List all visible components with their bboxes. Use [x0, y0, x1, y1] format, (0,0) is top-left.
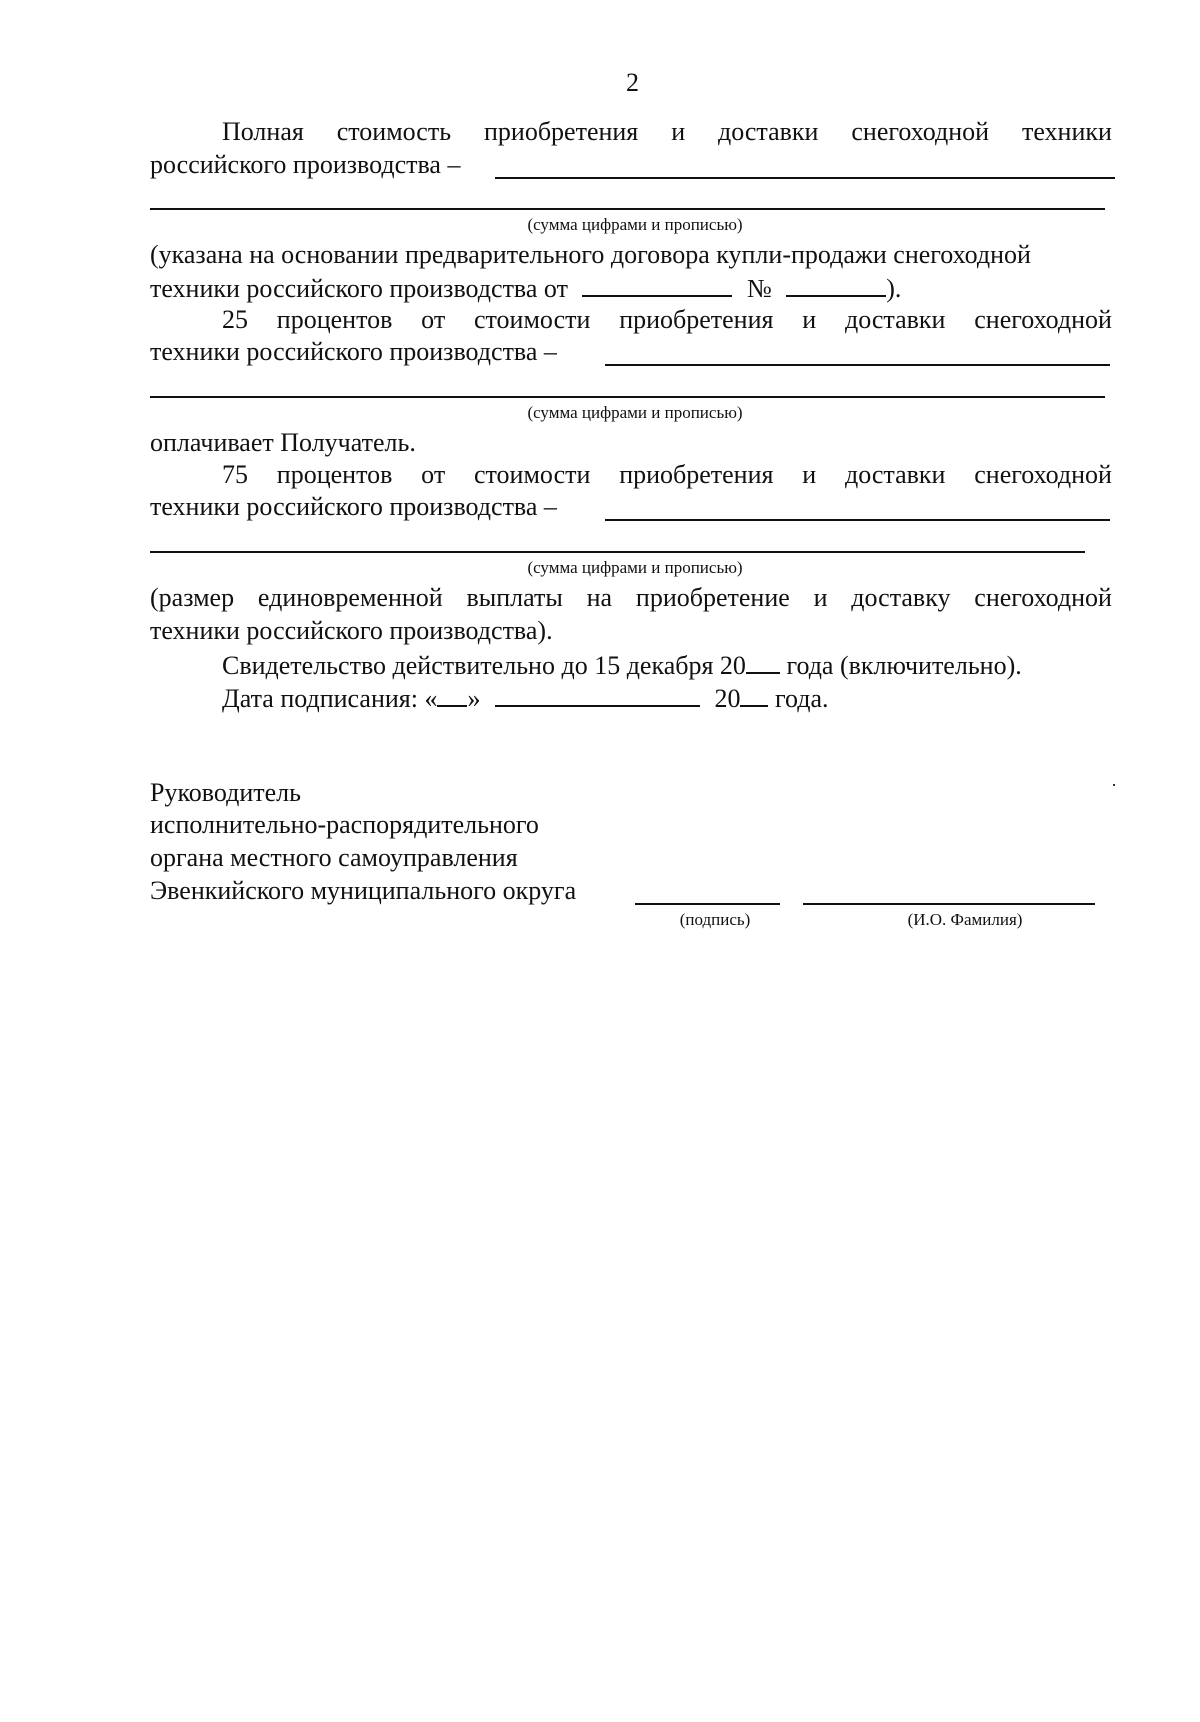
block3-amount-blank-2	[150, 551, 1085, 553]
block1-line3: (указана на основании предварительного договора купли-продажи снегоходной	[150, 240, 1031, 269]
contract-date-blank	[582, 273, 732, 297]
block2-line1	[222, 305, 1112, 335]
block2-line1-word: от	[421, 305, 446, 334]
block1-line1-word: доставки	[718, 117, 819, 146]
block1-line1	[222, 117, 1112, 147]
block2-line2: техники российского производства –	[150, 337, 557, 366]
number-sign: №	[746, 274, 772, 303]
validity-start: Свидетельство действительно до 15 декабря 20	[222, 651, 746, 680]
signing-year-prefix: 20	[714, 684, 741, 713]
signatory-line4: Эвенкийского муниципального округа	[150, 876, 577, 905]
signatory-line1: Руководитель	[150, 778, 301, 807]
signatory-line2: исполнительно-распорядительного	[150, 810, 539, 839]
signing-day-blank	[437, 683, 467, 707]
block1-amount-blank-2	[150, 208, 1105, 210]
block2-line1-word: снегоходной	[974, 305, 1112, 334]
block3-line1	[222, 460, 1112, 490]
block3-line3-word: и	[813, 583, 828, 612]
contract-number-blank	[786, 273, 886, 297]
block2-line1-word: стоимости	[474, 305, 591, 334]
block1-line1-word: приобретения	[483, 117, 639, 146]
block3-line3-word: доставку	[851, 583, 951, 612]
signing-date-label: Дата подписания: «	[222, 684, 438, 713]
signing-year-suffix: года.	[774, 684, 829, 713]
block3-line2: техники российского производства –	[150, 492, 557, 521]
block3-line1-word: от	[421, 460, 446, 489]
block1-line4-end: ).	[886, 274, 902, 303]
block1-line1-word: снегоходной	[851, 117, 990, 146]
signature-caption: (подпись)	[679, 910, 751, 929]
block3-line1-word: снегоходной	[974, 460, 1112, 489]
signing-close-quote: »	[467, 684, 481, 713]
block2-line1-word: процентов	[276, 305, 393, 334]
validity-line	[222, 650, 1022, 680]
block3-line1-word: процентов	[276, 460, 393, 489]
block2-amount-blank-2	[150, 396, 1105, 398]
block3-line1-word: приобретения	[619, 460, 774, 489]
block2-line1-word: доставки	[845, 305, 946, 334]
block3-line1-word: стоимости	[474, 460, 591, 489]
block2-line1-word: приобретения	[619, 305, 774, 334]
block2-line1-word: 25	[222, 305, 248, 334]
signing-year-blank	[740, 683, 768, 707]
block3-line3	[150, 583, 1112, 613]
scan-speck	[1113, 784, 1115, 786]
block3-line3-word: на	[586, 583, 613, 612]
block1-line1-word: стоимость	[336, 117, 452, 146]
block3-line3-word: (размер	[150, 583, 235, 612]
block2-amount-blank	[605, 364, 1110, 366]
block3-amount-blank	[605, 519, 1110, 521]
block3-line4: техники российского производства).	[150, 616, 553, 645]
block3-line3-word: снегоходной	[974, 583, 1112, 612]
signing-date-line	[222, 683, 829, 713]
block1-line4-start: техники российского производства от	[150, 274, 568, 303]
block2-line1-word: и	[802, 305, 817, 334]
block1-line1-word: техники	[1021, 117, 1112, 146]
block3-line3-word: выплаты	[466, 583, 563, 612]
block3-caption: (сумма цифрами и прописью)	[527, 558, 743, 577]
signing-month-blank	[495, 683, 700, 707]
page-number: 2	[626, 68, 639, 97]
name-blank	[803, 903, 1095, 905]
block3-line1-word: 75	[222, 460, 248, 489]
block1-line4	[150, 273, 901, 303]
block1-amount-blank	[495, 177, 1115, 179]
block1-line2: российского производства –	[150, 150, 461, 179]
block3-line1-word: доставки	[845, 460, 946, 489]
block3-line1-word: и	[802, 460, 817, 489]
name-caption: (И.О. Фамилия)	[907, 910, 1023, 929]
block1-line1-word: Полная	[222, 117, 304, 146]
block2-line3: оплачивает Получатель.	[150, 428, 416, 457]
validity-end: года (включительно).	[786, 651, 1022, 680]
signature-blank	[635, 903, 780, 905]
block3-line3-word: приобретение	[635, 583, 790, 612]
block2-caption: (сумма цифрами и прописью)	[527, 403, 743, 422]
block1-line1-word: и	[671, 117, 686, 146]
validity-year-blank	[746, 650, 780, 674]
block3-line3-word: единовременной	[257, 583, 443, 612]
block1-caption: (сумма цифрами и прописью)	[527, 215, 743, 234]
signatory-line3: органа местного самоуправления	[150, 843, 518, 872]
